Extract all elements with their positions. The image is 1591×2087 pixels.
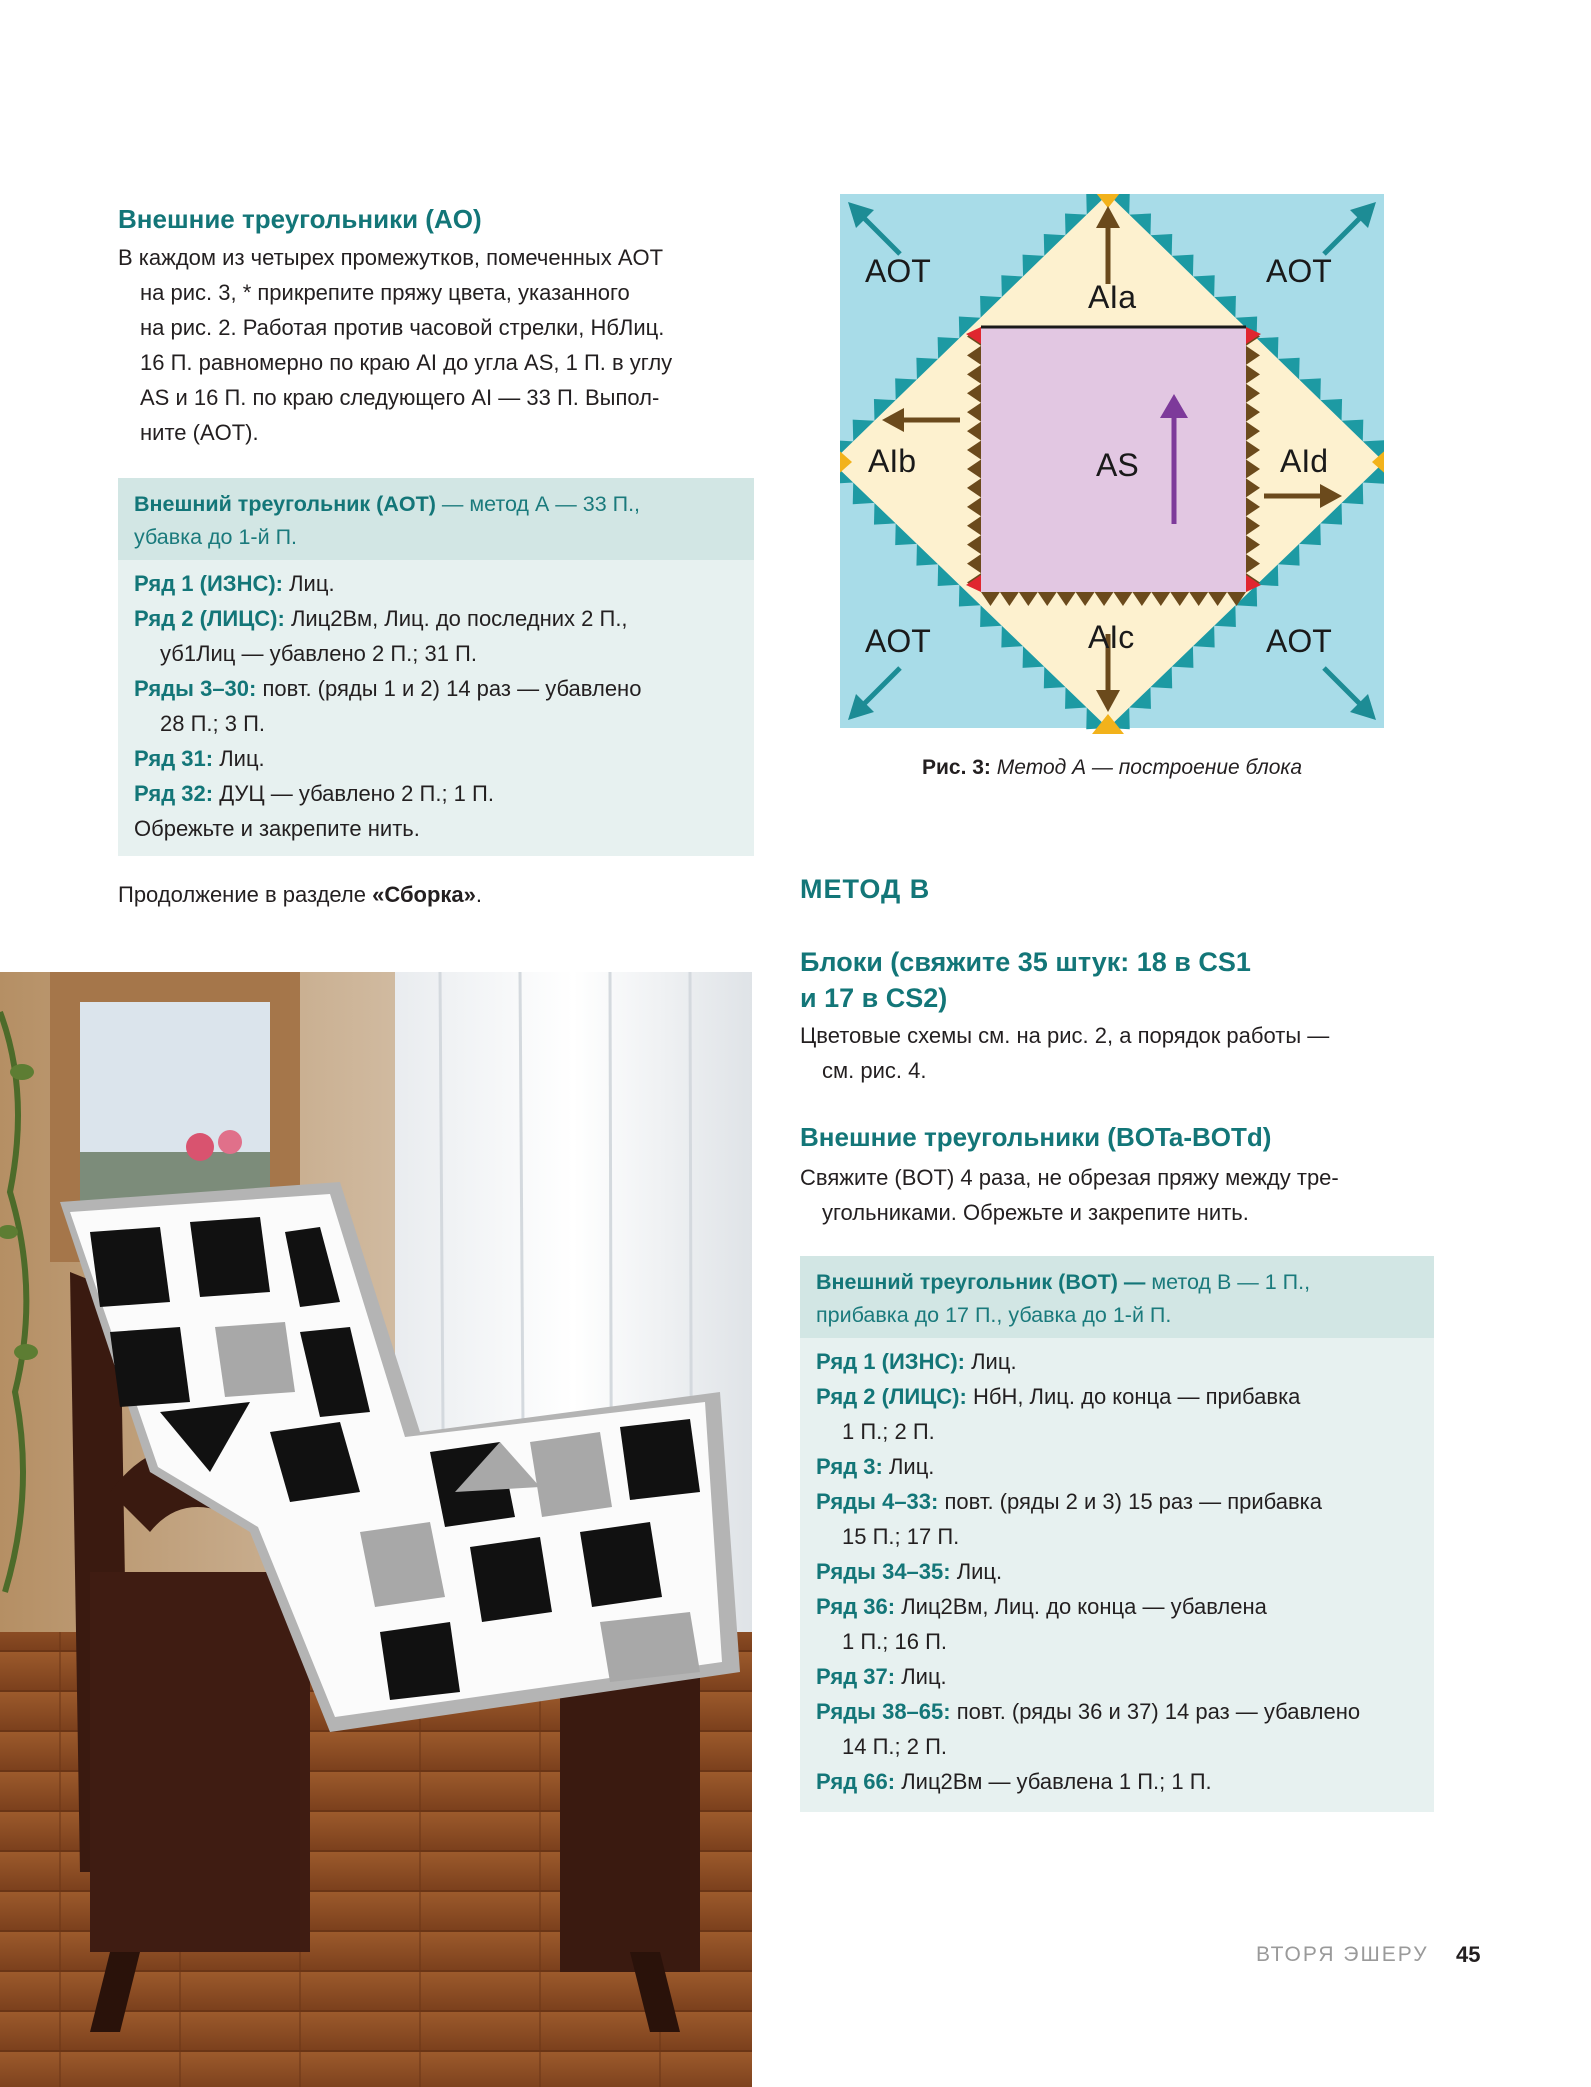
left-column xyxy=(118,202,758,450)
figure-3-caption: Рис. 3: Метод А — построение блока xyxy=(921,756,1302,779)
box-title-bold: Внешний треугольник (AOT) xyxy=(134,492,436,516)
intro-line: В каждом из четырех промежутков, помеченных AOT xyxy=(118,245,664,270)
box-rows xyxy=(118,560,754,856)
row-instruction: Ряд 2 (ЛИЦС): Лиц2Вм, Лиц. до последних 2 П., xyxy=(134,606,628,631)
box-title-line2: прибавка до 17 П., убавка до 1-й П. xyxy=(816,1303,1172,1327)
intro-line: ните (AOT). xyxy=(140,420,259,445)
box-title xyxy=(118,478,754,560)
label-aot-tr: AOT xyxy=(1266,253,1332,289)
row-continuation: 1 П.; 2 П. xyxy=(842,1419,935,1444)
continue-note: Продолжение в разделе «Сборка». xyxy=(118,882,483,907)
row-instruction: Ряд 66: Лиц2Вм — убавлена 1 П.; 1 П. xyxy=(816,1769,1212,1794)
intro-line: 16 П. равномерно по краю AI до угла AS, 1 П. в углу xyxy=(140,350,673,375)
row-continuation: 14 П.; 2 П. xyxy=(842,1734,948,1759)
box-title-line2: убавка до 1-й П. xyxy=(134,525,298,549)
label-aot-br: AOT xyxy=(1266,623,1332,659)
outer-triangles-heading: Внешние треугольники (BOTa-BOTd) xyxy=(800,1122,1272,1152)
intro-line: AS и 16 П. по краю следующего AI — 33 П. Выпол- xyxy=(140,385,660,410)
row-continuation: уб1Лиц — убавлено 2 П.; 31 П. xyxy=(160,641,477,666)
row-instruction: Обрежьте и закрепите нить. xyxy=(134,816,420,841)
label-as: AS xyxy=(1096,447,1139,483)
row-instruction: Ряды 34–35: Лиц. xyxy=(816,1559,1003,1584)
page-number: 45 xyxy=(1456,1942,1481,1967)
row-instruction: Ряд 31: Лиц. xyxy=(134,746,265,771)
instruction-box-bot xyxy=(800,1256,1434,1812)
row-instruction: Ряд 37: Лиц. xyxy=(816,1664,947,1689)
box-title xyxy=(800,1256,1434,1338)
box-title-method: — метод А — 33 П., xyxy=(435,492,641,516)
section-heading-ao: Внешние треугольники (AO) xyxy=(118,204,482,234)
link-assembly[interactable]: «Сборка» xyxy=(372,882,476,907)
ao-intro xyxy=(118,240,758,450)
label-ala: AIa xyxy=(1088,279,1137,315)
label-aot-tl: AOT xyxy=(865,253,931,289)
instruction-box-aot xyxy=(118,478,754,856)
row-continuation: 1 П.; 16 П. xyxy=(842,1629,948,1654)
outer-triangles-text: Свяжите (BOT) 4 раза, не обрезая пряжу между тре- угольниками. Обрежьте и закрепите нить. xyxy=(800,1165,1339,1225)
box-title-bold: Внешний треугольник (BOT) — xyxy=(816,1270,1146,1294)
row-continuation: 15 П.; 17 П. xyxy=(842,1524,960,1549)
label-alc: AIc xyxy=(1088,619,1135,655)
running-title: ВТОРЯ ЭШЕРУ xyxy=(1256,1943,1429,1966)
label-ald: AId xyxy=(1280,443,1329,479)
box-rows xyxy=(800,1338,1434,1809)
row-instruction: Ряд 32: ДУЦ — убавлено 2 П.; 1 П. xyxy=(134,781,494,806)
row-instruction: Ряд 36: Лиц2Вм, Лиц. до конца — убавлена xyxy=(816,1594,1267,1619)
blocks-heading: Блоки (свяжите 35 штук: 18 в CS1 и 17 в CS2) xyxy=(800,947,1251,1013)
method-b-heading: МЕТОД В xyxy=(800,874,931,904)
photo-armchair-blanket xyxy=(0,972,752,2087)
label-aot-bl: AOT xyxy=(865,623,931,659)
block-construction-diagram xyxy=(840,194,1384,734)
row-instruction: Ряды 3–30: повт. (ряды 1 и 2) 14 раз — убавлено xyxy=(134,676,642,701)
row-continuation: 28 П.; 3 П. xyxy=(160,711,266,736)
row-instruction: Ряд 2 (ЛИЦС): НбН, Лиц. до конца — прибавка xyxy=(816,1384,1301,1409)
photo-illustration xyxy=(0,972,752,2087)
row-instruction: Ряд 3: Лиц. xyxy=(816,1454,935,1479)
label-alb: AIb xyxy=(868,443,917,479)
blocks-text: Цветовые схемы см. на рис. 2, а порядок работы — см. рис. 4. xyxy=(800,1023,1330,1083)
figure-3-diagram xyxy=(840,194,1384,734)
row-instruction: Ряд 1 (ИЗНС): Лиц. xyxy=(816,1349,1017,1374)
intro-line: на рис. 3, * прикрепите пряжу цвета, указанного xyxy=(140,280,630,305)
row-instruction: Ряды 38–65: повт. (ряды 36 и 37) 14 раз — убавлено xyxy=(816,1699,1361,1724)
row-instruction: Ряд 1 (ИЗНС): Лиц. xyxy=(134,571,335,596)
row-instruction: Ряды 4–33: повт. (ряды 2 и 3) 15 раз — прибавка xyxy=(816,1489,1323,1514)
box-title-method: метод В — 1 П., xyxy=(1145,1270,1311,1294)
intro-line: на рис. 2. Работая против часовой стрелки, НбЛиц. xyxy=(140,315,665,340)
